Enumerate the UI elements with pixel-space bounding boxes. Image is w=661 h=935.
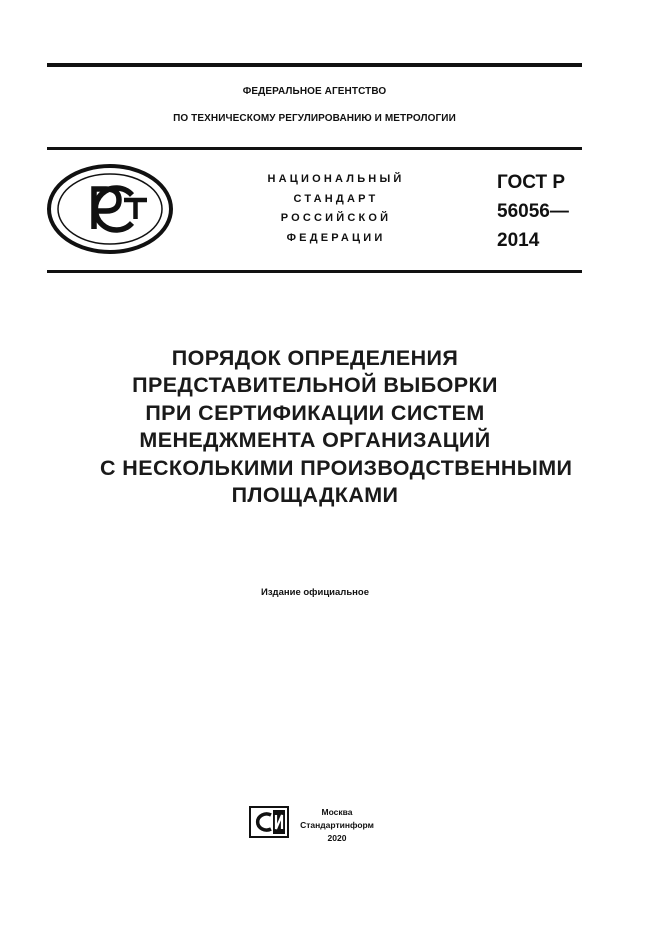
publisher-name: Стандартинформ (300, 820, 374, 830)
standard-type (225, 170, 447, 248)
standard-designation (497, 168, 569, 255)
designation-line: 56056— (497, 201, 569, 222)
title-line: ПРЕДСТАВИТЕЛЬНОЙ ВЫБОРКИ (132, 373, 498, 398)
edition-label: Издание официальное (261, 587, 369, 598)
title-line: ПОРЯДОК ОПРЕДЕЛЕНИЯ (171, 346, 459, 370)
document-title (100, 345, 573, 509)
title-line: ПРИ СЕРТИФИКАЦИИ СИСТЕМ (145, 400, 485, 425)
agency-line-2: ПО ТЕХНИЧЕСКОМУ РЕГУЛИРОВАНИЮ И МЕТРОЛОГИИ (173, 113, 456, 124)
agency-line-1: ФЕДЕРАЛЬНОЕ АГЕНТСТВО (242, 86, 387, 97)
title-line: МЕНЕДЖМЕНТА ОРГАНИЗАЦИЙ (139, 428, 491, 453)
title-line: ПЛОЩАДКАМИ (231, 483, 399, 508)
rst-certification-mark-icon (46, 163, 174, 255)
standard-type-line: НАЦИОНАЛЬНЫЙ (267, 173, 405, 185)
title-line: С НЕСКОЛЬКИМИ ПРОИЗВОДСТВЕННЫМИ (100, 455, 573, 480)
top-rule (47, 63, 582, 67)
designation-line: 2014 (497, 230, 540, 251)
designation-line: ГОСТ Р (497, 172, 566, 193)
standartinform-logo-icon (249, 806, 289, 838)
standard-type-line: ФЕДЕРАЦИИ (286, 231, 386, 244)
designation-rule (47, 270, 582, 273)
publisher-imprint (296, 806, 378, 845)
publisher-year: 2020 (327, 833, 347, 843)
standard-type-line: СТАНДАРТ (293, 192, 379, 205)
standard-type-line: РОССИЙСКОЙ (280, 212, 392, 224)
header-rule (47, 147, 582, 150)
publisher-city: Москва (321, 807, 353, 817)
